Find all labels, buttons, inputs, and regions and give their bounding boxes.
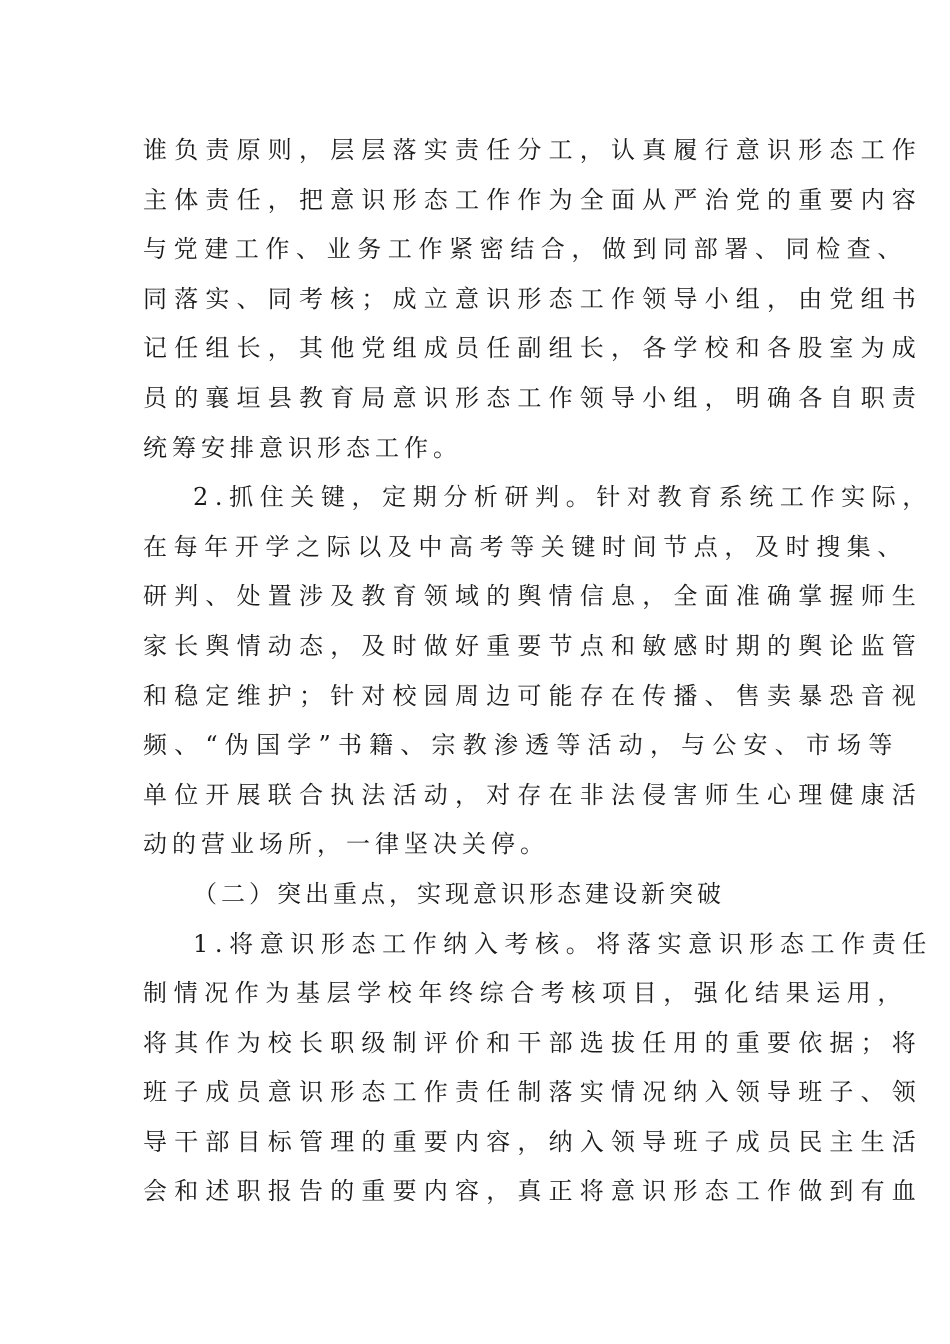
numbered-paragraph-start: 2.抓住关键，定期分析研判。针对教育系统工作实际， (193, 483, 933, 512)
document-body (143, 126, 933, 1217)
text-line: 单位开展联合执法活动，对存在非法侵害师生心理健康活 (143, 780, 923, 809)
text-line: 与党建工作、业务工作紧密结合，做到同部署、同检查、 (143, 235, 908, 264)
text-line: 同落实、同考核；成立意识形态工作领导小组，由党组书 (143, 284, 923, 313)
numbered-paragraph-start: 1.将意识形态工作纳入考核。将落实意识形态工作责任 (193, 929, 933, 958)
text-line: 动的营业场所，一律坚决关停。 (143, 830, 549, 859)
text-line: 研判、处置涉及教育领域的舆情信息，全面准确掌握师生 (143, 582, 923, 611)
text-line: 和稳定维护；针对校园周边可能存在传播、售卖暴恐音视 (143, 681, 923, 710)
section-heading: （二）突出重点，实现意识形态建设新突破 (193, 879, 725, 908)
text-line: 统筹安排意识形态工作。 (143, 433, 462, 462)
text-line: 记任组长，其他党组成员任副组长，各学校和各股室为成 (143, 334, 923, 363)
text-line: 导干部目标管理的重要内容，纳入领导班子成员民主生活 (143, 1127, 923, 1156)
text-line: 制情况作为基层学校年终综合考核项目，强化结果运用， (143, 979, 908, 1008)
text-line: 班子成员意识形态工作责任制落实情况纳入领导班子、领 (143, 1078, 923, 1107)
text-line: 谁负责原则，层层落实责任分工，认真履行意识形态工作 (143, 136, 923, 164)
text-line: 在每年开学之际以及中高考等关键时间节点，及时搜集、 (143, 532, 908, 561)
text-line: 员的襄垣县教育局意识形态工作领导小组，明确各自职责 (143, 383, 923, 412)
text-line: 主体责任，把意识形态工作作为全面从严治党的重要内容 (143, 185, 923, 214)
text-line: 将其作为校长职级制评价和干部选拔任用的重要依据；将 (143, 1028, 923, 1057)
text-line: 频、“伪国学”书籍、宗教渗透等活动，与公安、市场等 (143, 731, 900, 760)
text-line: 会和述职报告的重要内容，真正将意识形态工作做到有血 (143, 1177, 923, 1206)
text-line: 家长舆情动态，及时做好重要节点和敏感时期的舆论监管 (143, 631, 923, 660)
